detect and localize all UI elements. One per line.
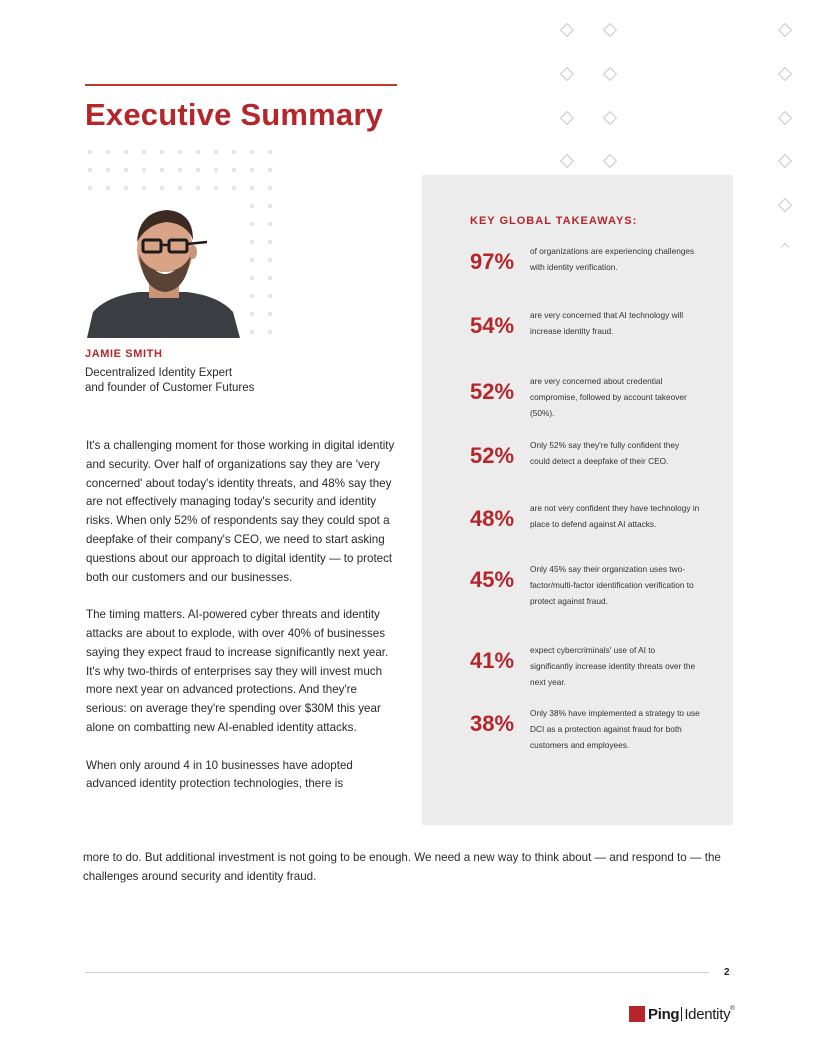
logo-square-icon [629, 1006, 645, 1022]
grid-dot [124, 150, 128, 154]
grid-dot [160, 186, 164, 190]
takeaway-item [470, 310, 720, 373]
takeaway-text: Only 52% say they're fully confident they could detect a deepfake of their CEO. [530, 440, 680, 466]
takeaways-panel [422, 175, 733, 825]
grid-dot [250, 222, 254, 226]
takeaways-heading: KEY GLOBAL TAKEAWAYS: [470, 215, 638, 227]
takeaway-item [470, 376, 720, 439]
takeaway-value: 41% [470, 648, 515, 673]
takeaway-text: are very concerned about credential compromise, followed by account takeover (50%). [530, 376, 687, 418]
takeaway-value: 52% [470, 443, 515, 468]
grid-dot [232, 186, 236, 190]
grid-dot [250, 330, 254, 334]
grid-dot [250, 294, 254, 298]
author-role-line: and founder of Customer Futures [85, 382, 255, 394]
body-paragraph-continued: more to do. But additional investment is not going to be enough. We need a new way to think about — and respond to — the challenges around security and identity fraud. [83, 851, 721, 883]
logo-trademark: ® [730, 1006, 735, 1012]
takeaway-item [470, 645, 720, 708]
logo-text-identity: Identity [684, 1005, 731, 1023]
takeaway-text: Only 45% say their organization uses two-factor/multi-factor identification verification to protect against fraud. [530, 564, 694, 606]
grid-dot [196, 186, 200, 190]
grid-dot [268, 312, 272, 316]
grid-dot [178, 186, 182, 190]
grid-dot [142, 168, 146, 172]
page-number: 2 [724, 967, 730, 978]
grid-dot [268, 186, 272, 190]
takeaway-text: expect cybercriminals' use of AI to significantly increase identity threats over the next year. [530, 645, 696, 687]
grid-dot [232, 150, 236, 154]
takeaway-item [470, 246, 720, 309]
takeaway-item [470, 564, 720, 627]
diamond-shape [603, 67, 617, 81]
diamond-shape [778, 154, 792, 168]
grid-dot [268, 168, 272, 172]
logo-divider [681, 1007, 682, 1021]
diamond-shape [781, 243, 789, 251]
grid-dot [268, 276, 272, 280]
grid-dot [250, 276, 254, 280]
body-paragraph: When only around 4 in 10 businesses have adopted advanced identity protection technologies, there is [86, 758, 353, 791]
takeaway-text: are very concerned that AI technology will increase identity fraud. [530, 310, 684, 336]
author-role-line: Decentralized Identity Expert [85, 367, 233, 379]
grid-dot [250, 186, 254, 190]
grid-dot [250, 204, 254, 208]
takeaway-value: 52% [470, 379, 515, 404]
diamond-shape [560, 111, 574, 125]
grid-dot [142, 150, 146, 154]
grid-dot [250, 312, 254, 316]
grid-dot [250, 150, 254, 154]
takeaway-text: of organizations are experiencing challenges with identity verification. [530, 246, 695, 272]
grid-dot [88, 168, 92, 172]
takeaway-value: 97% [470, 249, 515, 274]
diamond-shape [778, 111, 792, 125]
takeaway-item [470, 708, 720, 771]
grid-dot [268, 222, 272, 226]
takeaway-text: are not very confident they have technology in place to defend against AI attacks. [530, 503, 700, 529]
takeaway-value: 54% [470, 313, 515, 338]
grid-dot [106, 150, 110, 154]
grid-dot [250, 240, 254, 244]
takeaway-text: Only 38% have implemented a strategy to use DCI as a protection against fraud for both customers and employees. [530, 708, 700, 750]
author-photo [87, 200, 240, 338]
grid-dot [196, 150, 200, 154]
grid-dot [250, 168, 254, 172]
diamond-shape [778, 23, 792, 37]
title-rule [85, 84, 397, 86]
grid-dot [124, 168, 128, 172]
grid-dot [88, 186, 92, 190]
diamond-shape [560, 154, 574, 168]
diamond-shape [603, 154, 617, 168]
grid-dot [268, 294, 272, 298]
grid-dot [160, 168, 164, 172]
grid-dot [250, 258, 254, 262]
logo-text-ping: Ping [648, 1005, 680, 1023]
body-paragraph: It's a challenging moment for those working in digital identity and security. Over half of organizations say they are 'very concerned' about today's identity threats, and 48% say they are not effectively managing today's security and identity risks. When only 52% of respondents say they could spot a deepfake of their company's CEO, we need to start asking questions about our approach to digital identity — to protect both our customers and our businesses. [86, 439, 395, 584]
takeaway-value: 48% [470, 506, 515, 531]
grid-dot [214, 186, 218, 190]
page-title: Executive Summary [85, 97, 384, 132]
grid-dot [268, 258, 272, 262]
grid-dot [268, 150, 272, 154]
diamond-shape [603, 111, 617, 125]
body-column [86, 437, 396, 813]
grid-dot [232, 168, 236, 172]
grid-dot [268, 204, 272, 208]
takeaway-item [470, 440, 720, 503]
ping-identity-logo [629, 1004, 735, 1024]
grid-dot [214, 150, 218, 154]
diamond-shape [560, 67, 574, 81]
grid-dot [124, 186, 128, 190]
diamond-shape [603, 23, 617, 37]
grid-dot [106, 168, 110, 172]
grid-dot [178, 150, 182, 154]
grid-dot [268, 330, 272, 334]
grid-dot [268, 240, 272, 244]
body-paragraph: The timing matters. AI-powered cyber threats and identity attacks are about to explode, with over 40% of businesses saying they expect fraud to increase significantly next year. It's why two-thirds of enterprises say they will invest much more next year on advanced protections. And they're serious: on average they're spending over $30M this year alone on combatting new AI-enabled identity attacks. [86, 608, 389, 734]
grid-dot [106, 186, 110, 190]
diamond-shape [560, 23, 574, 37]
diamond-shape [778, 198, 792, 212]
grid-dot [196, 168, 200, 172]
grid-dot [178, 168, 182, 172]
takeaway-item [470, 503, 720, 566]
takeaway-value: 38% [470, 711, 515, 736]
diamond-shape [778, 67, 792, 81]
footer-rule [85, 972, 709, 973]
grid-dot [160, 150, 164, 154]
grid-dot [142, 186, 146, 190]
grid-dot [214, 168, 218, 172]
takeaway-value: 45% [470, 567, 515, 592]
author-role [85, 366, 315, 396]
grid-dot [88, 150, 92, 154]
author-name: JAMIE SMITH [85, 348, 163, 360]
